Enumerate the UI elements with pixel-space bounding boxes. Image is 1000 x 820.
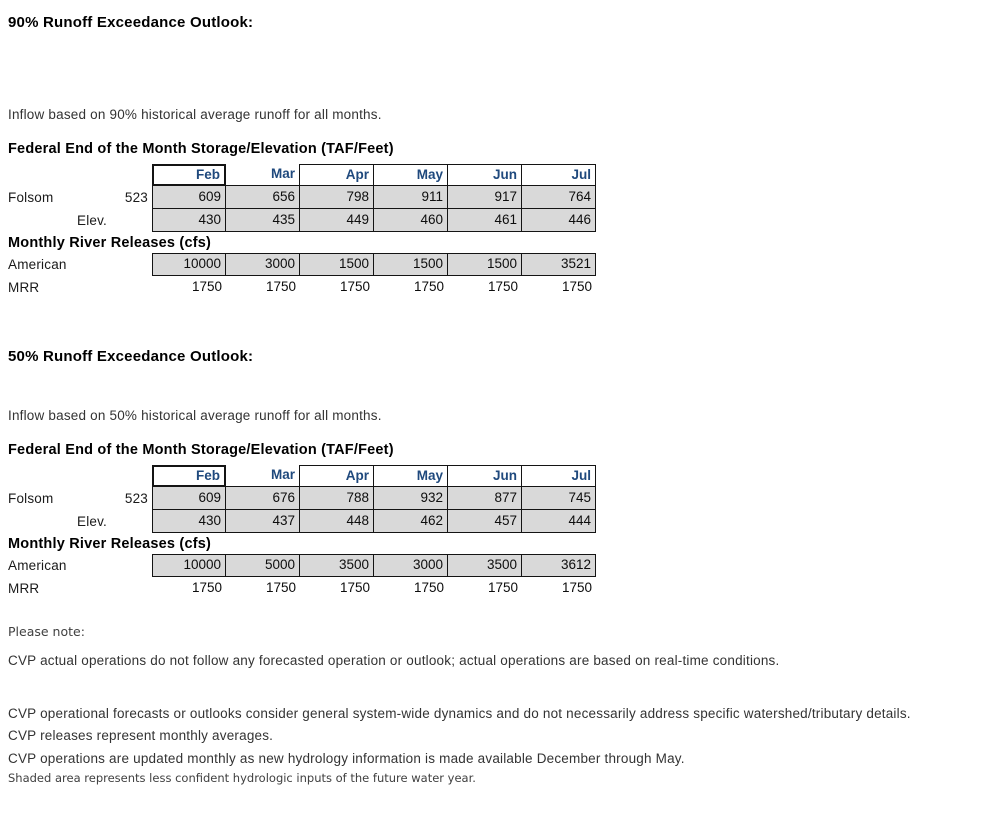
storage-table (8, 164, 1000, 232)
storage-value-cell: 676 (226, 487, 300, 510)
row-label-cell (8, 186, 152, 209)
elevation-value-cell: 430 (152, 209, 226, 232)
row-sublabel: Elev. (76, 213, 107, 228)
release-value-cell: 3500 (448, 554, 522, 577)
note-line: CVP releases represent monthly averages. (8, 728, 274, 743)
release-value-cell: 1500 (374, 253, 448, 276)
release-value-cell: 10000 (152, 253, 226, 276)
elevation-value-cell: 448 (300, 510, 374, 533)
month-header-cell: Jun (448, 164, 522, 186)
mrr-value-cell: 1750 (191, 580, 222, 595)
mrr-value-cell: 1750 (191, 279, 222, 294)
storage-row-elevation (8, 209, 1000, 232)
row-start-value: 523 (124, 491, 148, 506)
storage-row-elevation (8, 510, 1000, 533)
note-line: CVP operations are updated monthly as new hydrology information is made available December through May. (8, 751, 685, 766)
month-header-cell: May (374, 164, 448, 186)
release-value-cell: 3500 (300, 554, 374, 577)
release-row-mrr (8, 577, 1000, 600)
release-value-cell: 1500 (448, 253, 522, 276)
storage-value-cell: 917 (448, 186, 522, 209)
storage-row-folsom (8, 487, 1000, 510)
section-title: 50% Runoff Exceedance Outlook: (8, 348, 254, 365)
shaded-area-note: Shaded area represents less confident hydrologic inputs of the future water year. (8, 771, 476, 785)
month-header-row (8, 164, 1000, 186)
month-header-cell: Feb (152, 164, 226, 186)
note-line: CVP actual operations do not follow any forecasted operation or outlook; actual operations are based on real-time conditions. (8, 653, 780, 668)
row-sublabel: Elev. (76, 514, 107, 529)
release-value-cell: 10000 (152, 554, 226, 577)
storage-value-cell: 798 (300, 186, 374, 209)
row-label: Folsom (8, 190, 54, 205)
month-header-cell: Jul (522, 164, 596, 186)
label-column-spacer (8, 465, 152, 487)
row-label-cell (8, 209, 152, 232)
elevation-value-cell: 430 (152, 510, 226, 533)
mrr-value-cell: 1750 (339, 279, 370, 294)
mrr-value-cell: 1750 (487, 279, 518, 294)
storage-value-cell: 609 (152, 487, 226, 510)
month-header-cell: Mar (226, 164, 300, 186)
month-header-cell: Jun (448, 465, 522, 487)
mrr-value-cell: 1750 (487, 580, 518, 595)
label-column-spacer (8, 164, 152, 186)
mrr-value-cell: 1750 (561, 279, 592, 294)
month-header-cell: May (374, 465, 448, 487)
release-row-american (8, 554, 1000, 577)
row-label-cell (8, 276, 152, 299)
storage-heading: Federal End of the Month Storage/Elevation (TAF/Feet) (8, 442, 394, 458)
elevation-value-cell: 444 (522, 510, 596, 533)
elevation-value-cell: 461 (448, 209, 522, 232)
storage-row-folsom (8, 186, 1000, 209)
release-row-american (8, 253, 1000, 276)
row-label-cell (8, 487, 152, 510)
month-header-cell: Apr (300, 164, 374, 186)
storage-value-cell: 745 (522, 487, 596, 510)
month-header-cell: Jul (522, 465, 596, 487)
mrr-value-cell: 1750 (339, 580, 370, 595)
row-label: American (8, 257, 67, 272)
month-header-cell: Apr (300, 465, 374, 487)
outlook-document-page (0, 14, 1000, 820)
note-line: CVP operational forecasts or outlooks consider general system-wide dynamics and do not necessarily address specific watershed/tributary details. (8, 706, 911, 721)
storage-value-cell: 877 (448, 487, 522, 510)
release-value-cell: 3521 (522, 253, 596, 276)
storage-value-cell: 932 (374, 487, 448, 510)
row-label: American (8, 558, 67, 573)
elevation-value-cell: 449 (300, 209, 374, 232)
storage-value-cell: 764 (522, 186, 596, 209)
row-label-cell (8, 253, 152, 276)
elevation-value-cell: 460 (374, 209, 448, 232)
month-header-cell: Feb (152, 465, 226, 487)
row-label: Folsom (8, 491, 54, 506)
elevation-value-cell: 437 (226, 510, 300, 533)
elevation-value-cell: 457 (448, 510, 522, 533)
release-value-cell: 3000 (226, 253, 300, 276)
release-value-cell: 3000 (374, 554, 448, 577)
row-start-value: 523 (124, 190, 148, 205)
storage-value-cell: 609 (152, 186, 226, 209)
release-value-cell: 5000 (226, 554, 300, 577)
month-header-row (8, 465, 1000, 487)
storage-value-cell: 911 (374, 186, 448, 209)
releases-heading: Monthly River Releases (cfs) (8, 536, 212, 552)
storage-value-cell: 788 (300, 487, 374, 510)
month-header-cell: Mar (226, 465, 300, 487)
storage-table (8, 465, 1000, 533)
please-note-heading: Please note: (8, 624, 85, 639)
release-value-cell: 3612 (522, 554, 596, 577)
notes-section (8, 624, 1000, 786)
elevation-value-cell: 446 (522, 209, 596, 232)
mrr-value-cell: 1750 (265, 279, 296, 294)
row-label: MRR (8, 581, 40, 596)
outlook-section-90 (8, 14, 1000, 299)
mrr-value-cell: 1750 (265, 580, 296, 595)
mrr-value-cell: 1750 (413, 580, 444, 595)
row-label: MRR (8, 280, 40, 295)
section-title: 90% Runoff Exceedance Outlook: (8, 14, 254, 31)
releases-heading: Monthly River Releases (cfs) (8, 235, 212, 251)
mrr-value-cell: 1750 (413, 279, 444, 294)
outlook-section-50 (8, 348, 1000, 600)
releases-table (8, 253, 1000, 299)
row-label-cell (8, 577, 152, 600)
release-row-mrr (8, 276, 1000, 299)
elevation-value-cell: 435 (226, 209, 300, 232)
releases-table (8, 554, 1000, 600)
inflow-note: Inflow based on 90% historical average runoff for all months. (8, 107, 382, 122)
row-label-cell (8, 510, 152, 533)
row-label-cell (8, 554, 152, 577)
elevation-value-cell: 462 (374, 510, 448, 533)
storage-value-cell: 656 (226, 186, 300, 209)
release-value-cell: 1500 (300, 253, 374, 276)
inflow-note: Inflow based on 50% historical average runoff for all months. (8, 408, 382, 423)
mrr-value-cell: 1750 (561, 580, 592, 595)
storage-heading: Federal End of the Month Storage/Elevation (TAF/Feet) (8, 141, 394, 157)
